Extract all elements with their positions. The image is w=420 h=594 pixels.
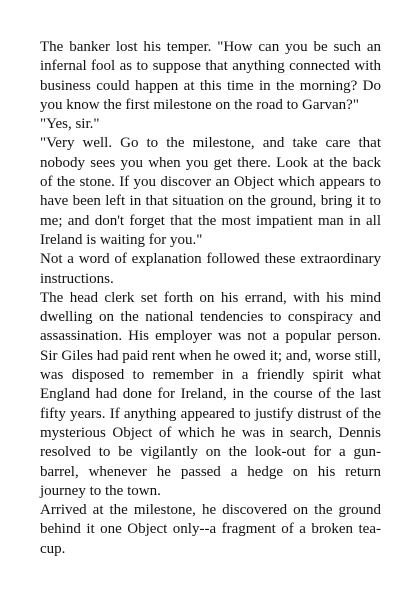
paragraph-1: The banker lost his temper. "How can you be such an infernal fool as to suppose that anything connected with business could happen at this time in the morning? Do you know the first milestone on the road to Garvan?" <box>40 39 381 113</box>
document-page <box>40 38 381 559</box>
paragraph-3: "Very well. Go to the milestone, and take care that nobody sees you when you get there. Look at the back of the stone. If you discover an Object which appears to have been left in that situation on the ground, bring it to me; and don't forget that the most impatient man in all Ireland is waiting for you." <box>40 135 381 248</box>
paragraph-4: Not a word of explanation followed these extraordinary instructions. <box>40 251 381 287</box>
paragraph-2: "Yes, sir." <box>40 116 100 133</box>
paragraph-6: Arrived at the milestone, he discovered on the ground behind it one Object only--a fragment of a broken tea-cup. <box>40 502 381 557</box>
paragraph-5: The head clerk set forth on his errand, with his mind dwelling on the national tendencies to conspiracy and assassination. His employer was not a popular person. Sir Giles had paid rent when he owed it; and, worse still, was disposed to remember in a friendly spirit what England had done for Ireland, in the course of the last fifty years. If anything appeared to justify distrust of the mysterious Object of which he was in search, Dennis resolved to be vigilantly on the look-out for a gun-barrel, whenever he passed a hedge on his return journey to the town. <box>40 289 381 499</box>
